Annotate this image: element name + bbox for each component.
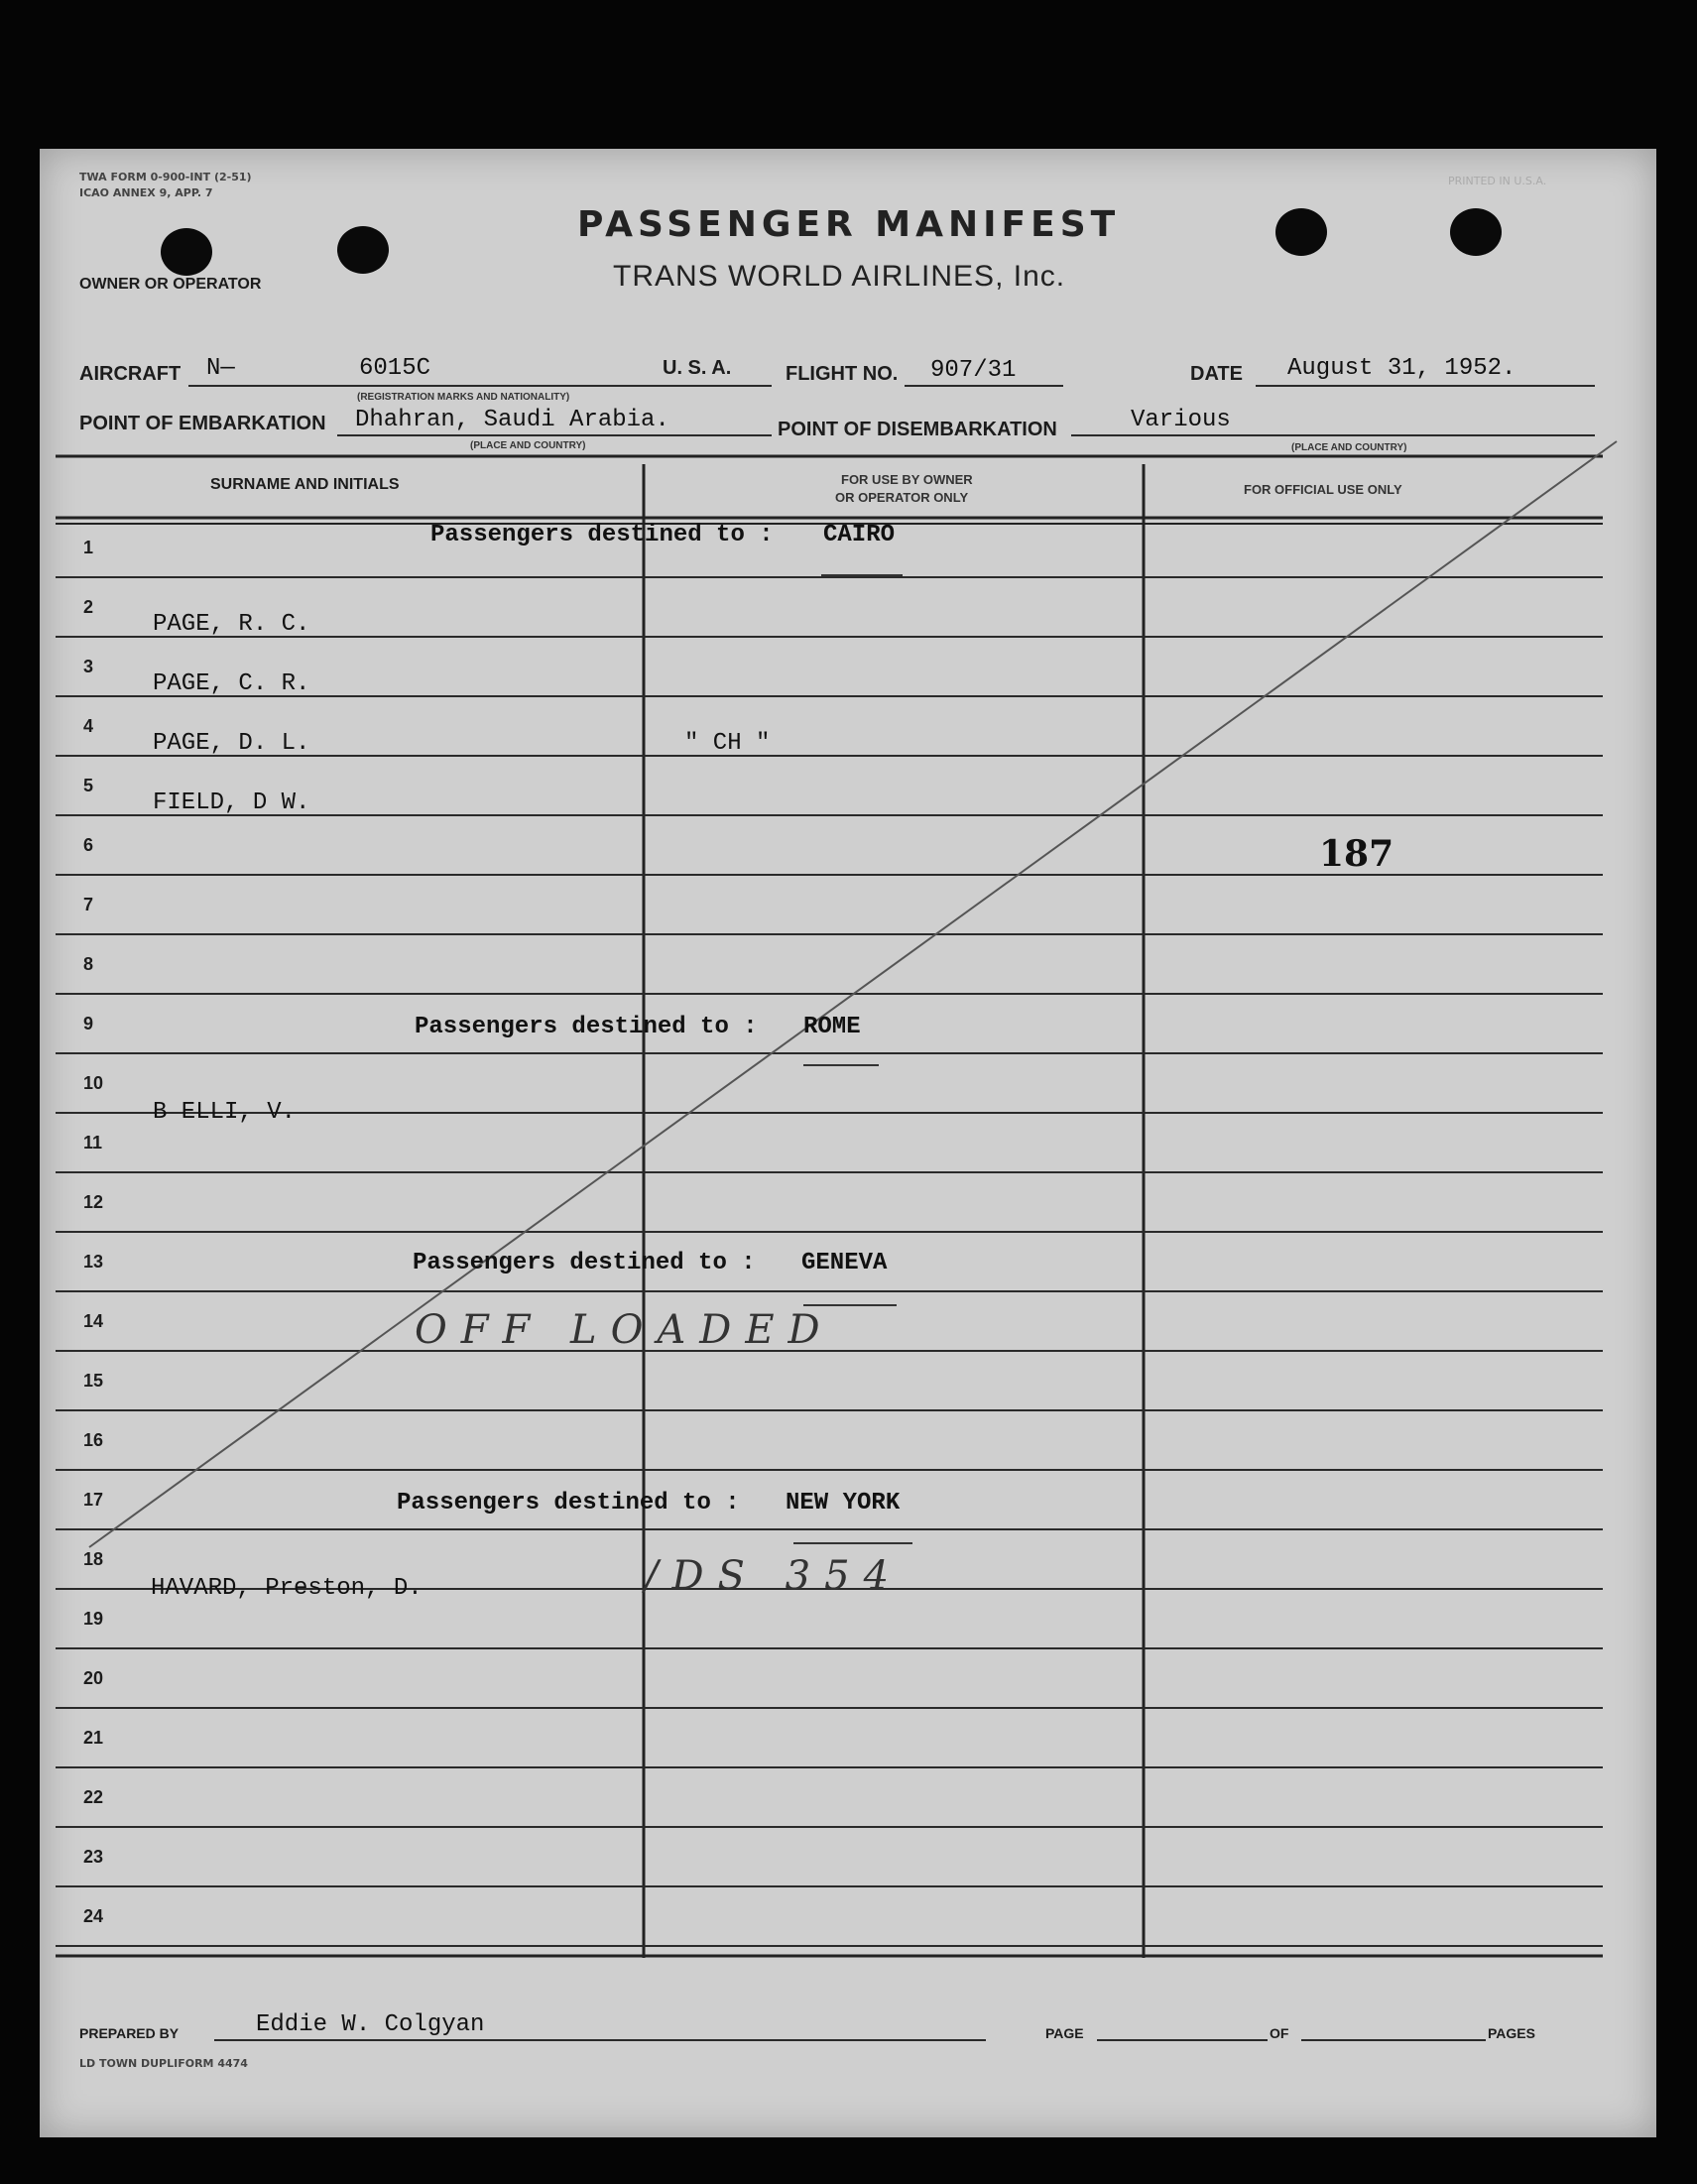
row-number: 7 — [83, 895, 94, 914]
embarkation-value: Dhahran, Saudi Arabia. — [355, 407, 669, 433]
destination-rome: ROME — [803, 1014, 861, 1040]
row-number: 10 — [83, 1073, 104, 1093]
registration-caption: (REGISTRATION MARKS AND NATIONALITY) — [357, 392, 570, 403]
embarkation-caption: (PLACE AND COUNTRY) — [470, 440, 586, 451]
owner-use-note: " CH " — [684, 730, 771, 757]
passenger-name: PAGE, C. R. — [153, 670, 310, 697]
row-number: 19 — [83, 1609, 104, 1629]
printed-in: PRINTED IN U.S.A. — [1448, 175, 1547, 187]
passenger-name: FIELD, D W. — [153, 789, 310, 816]
footer-form-number: LD TOWN DUPLIFORM 4474 — [79, 2057, 248, 2070]
of-underline — [1301, 2039, 1486, 2041]
flight-number-label: FLIGHT NO. — [786, 363, 899, 385]
page-underline — [1097, 2039, 1268, 2041]
form-number: TWA FORM 0-900-INT (2-51) — [79, 171, 252, 183]
row-number: 8 — [83, 954, 94, 974]
row-number: 24 — [83, 1906, 104, 1926]
prepared-by-value: Eddie W. Colgyan — [256, 2011, 485, 2038]
row-number: 3 — [83, 657, 94, 676]
row-number: 21 — [83, 1728, 104, 1748]
passenger-name: HAVARD, Preston, D. — [151, 1575, 423, 1602]
of-label: OF — [1270, 2025, 1289, 2041]
column-header-official-use: FOR OFFICIAL USE ONLY — [1244, 482, 1402, 497]
manifest-table-grid — [40, 149, 1656, 2137]
destination-prefix: Passengers destined to : — [397, 1490, 740, 1517]
passenger-name: PAGE, D. L. — [153, 730, 310, 757]
row-number: 16 — [83, 1430, 104, 1450]
row-number: 22 — [83, 1787, 104, 1807]
row-number: 4 — [83, 716, 94, 736]
airline-name: TRANS WORLD AIRLINES, Inc. — [613, 260, 1066, 293]
disembarkation-value: Various — [1131, 407, 1231, 433]
prepared-by-label: PREPARED BY — [79, 2025, 180, 2041]
row-number: 1 — [83, 538, 94, 557]
pages-label: PAGES — [1488, 2025, 1535, 2041]
row-number: 11 — [83, 1133, 103, 1153]
date-label: DATE — [1190, 363, 1243, 385]
date-value: August 31, 1952. — [1287, 355, 1516, 382]
disembarkation-caption: (PLACE AND COUNTRY) — [1291, 442, 1407, 453]
destination-prefix: Passengers destined to : — [430, 522, 774, 548]
icao-reference: ICAO ANNEX 9, APP. 7 — [79, 186, 213, 199]
row-number: 23 — [83, 1847, 104, 1867]
destination-cairo: CAIRO — [823, 522, 896, 548]
manifest-title: PASSENGER MANIFEST — [577, 204, 1121, 245]
destination-new-york: NEW YORK — [786, 1490, 901, 1517]
aircraft-nationality: U. S. A. — [663, 357, 732, 379]
official-use-number: 187 — [1319, 833, 1394, 875]
owner-operator-label: OWNER OR OPERATOR — [79, 276, 262, 293]
row-number: 14 — [83, 1311, 104, 1331]
handwritten-ds-354: /DS 354 — [645, 1553, 904, 1599]
row-number: 15 — [83, 1371, 104, 1391]
passenger-name: B ELLI, V. — [153, 1099, 297, 1126]
aircraft-prefix: N— — [206, 355, 235, 382]
row-number: 18 — [83, 1549, 104, 1569]
row-number: 13 — [83, 1252, 104, 1272]
manifest-sheet — [40, 149, 1656, 2137]
column-header-surname: SURNAME AND INITIALS — [210, 476, 400, 493]
row-number: 2 — [83, 597, 94, 617]
passenger-name: PAGE, R. C. — [153, 611, 310, 638]
prepared-by-underline — [214, 2039, 986, 2041]
handwritten-off-loaded: OFF LOADED — [415, 1307, 834, 1353]
page-label: PAGE — [1045, 2025, 1084, 2041]
disembarkation-label: POINT OF DISEMBARKATION — [778, 419, 1057, 440]
destination-prefix: Passengers destined to : — [415, 1014, 758, 1040]
destination-prefix: Passengers destined to : — [413, 1250, 756, 1276]
row-number: 9 — [83, 1014, 94, 1033]
aircraft-label: AIRCRAFT — [79, 363, 182, 385]
row-number: 5 — [83, 776, 94, 795]
row-number: 17 — [83, 1490, 104, 1510]
flight-number-value: 907/31 — [930, 357, 1017, 384]
column-header-owner-use-1: FOR USE BY OWNER — [841, 472, 973, 487]
aircraft-registration: 6015C — [359, 355, 431, 382]
row-number: 6 — [83, 835, 94, 855]
row-number: 12 — [83, 1192, 104, 1212]
column-header-owner-use-2: OR OPERATOR ONLY — [835, 490, 969, 505]
embarkation-label: POINT OF EMBARKATION — [79, 413, 326, 434]
destination-geneva: GENEVA — [801, 1250, 888, 1276]
row-number: 20 — [83, 1668, 104, 1688]
